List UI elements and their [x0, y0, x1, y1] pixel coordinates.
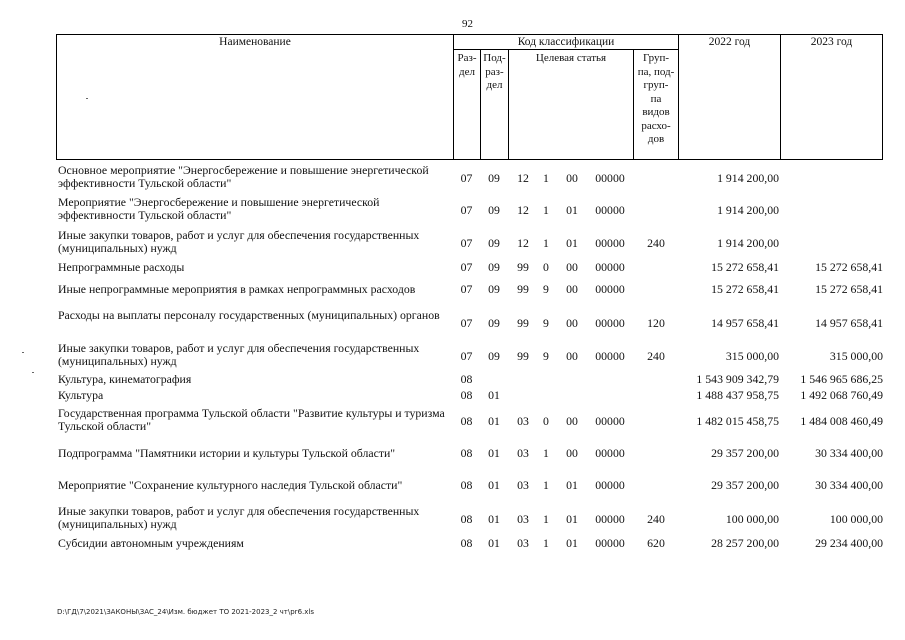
row-cs-cell: 00000: [595, 203, 625, 217]
row-cs-cell: 01: [566, 536, 578, 550]
header-year-2023: 2023 год: [810, 36, 853, 48]
scan-speck: [32, 372, 34, 373]
row-name: Культура, кинематография: [58, 372, 192, 386]
row-name: Иные закупки товаров, работ и услуг для обеспечения государственных (муниципальных) нужд: [58, 504, 420, 531]
row-name: Подпрограмма "Памятники истории и культуры Тульской области": [58, 446, 396, 460]
row-y-cell: 315 000,00: [829, 349, 883, 363]
row-cs-cell: 99: [517, 349, 529, 363]
header-group: Груп- па, под- груп- па видов расхо- дов: [637, 52, 675, 145]
row-pr-cell: 09: [488, 203, 500, 217]
row-cs-cell: 00000: [595, 478, 625, 492]
header-subsection: Под- раз- дел: [483, 52, 506, 91]
row-rz-cell: 08: [460, 372, 473, 386]
row-y-cell: 1 492 068 760,49: [800, 388, 883, 402]
row-name: Основное мероприятие "Энергосбережение и повышение энергетической эффективности Тульской области": [58, 163, 429, 190]
row-cs-cell: 1: [543, 236, 549, 250]
row-cs-cell: 12: [517, 203, 529, 217]
row-y-cell: 15 272 658,41: [815, 282, 883, 296]
row-vr-cell: 240: [647, 236, 665, 250]
row-cs-cell: 12: [517, 171, 529, 185]
row-y-cell: 100 000,00: [725, 512, 779, 526]
row-cs-cell: 03: [517, 536, 529, 550]
row-rz-cell: 07: [460, 203, 473, 217]
row-rz-cell: 08: [460, 414, 473, 428]
row-vr-cell: 240: [647, 512, 665, 526]
row-pr-cell: 09: [488, 349, 500, 363]
row-cs-cell: 03: [517, 478, 529, 492]
row-pr-cell: 01: [488, 446, 500, 460]
row-cs-cell: 03: [517, 512, 529, 526]
row-cs-cell: 00000: [595, 536, 625, 550]
row-cs-cell: 1: [543, 512, 549, 526]
row-cs-cell: 00: [566, 446, 578, 460]
row-cs-cell: 1: [543, 171, 549, 185]
row-y-cell: 1 914 200,00: [717, 203, 779, 217]
row-y-cell: 100 000,00: [829, 512, 883, 526]
row-cs-cell: 01: [566, 236, 578, 250]
row-name: Мероприятие "Энергосбережение и повышение энергетической эффективности Тульской области": [58, 195, 380, 222]
row-rz-cell: 07: [460, 282, 473, 296]
header-target: Целевая статья: [535, 52, 607, 64]
row-y-cell: 1 484 008 460,49: [800, 414, 883, 428]
row-rz-cell: 07: [460, 236, 473, 250]
row-y-cell: 1 543 909 342,79: [696, 372, 779, 386]
row-rz-cell: 07: [460, 349, 473, 363]
row-rz-cell: 07: [460, 260, 473, 274]
row-cs-cell: 00000: [595, 236, 625, 250]
row-name: Государственная программа Тульской области "Развитие культуры и туризма Тульской области": [58, 406, 445, 433]
row-cs-cell: 00000: [595, 316, 625, 330]
row-cs-cell: 00: [566, 349, 578, 363]
row-y-cell: 15 272 658,41: [815, 260, 883, 274]
row-y-cell: 14 957 658,41: [815, 316, 883, 330]
row-y-cell: 15 272 658,41: [711, 282, 779, 296]
row-cs-cell: 12: [517, 236, 529, 250]
header-section: Раз- дел: [457, 52, 477, 78]
row-y-cell: 29 234 400,00: [815, 536, 883, 550]
row-name: Субсидии автономным учреждениям: [58, 536, 244, 550]
row-vr-cell: 240: [647, 349, 665, 363]
row-name: Расходы на выплаты персоналу государственных (муниципальных) органов: [58, 308, 440, 322]
row-rz-cell: 07: [460, 171, 473, 185]
row-cs-cell: 00000: [595, 282, 625, 296]
row-cs-cell: 9: [543, 349, 549, 363]
row-cs-cell: 00000: [595, 414, 625, 428]
row-name: Культура: [58, 388, 104, 402]
row-y-cell: 28 257 200,00: [711, 536, 779, 550]
row-name: Непрограммные расходы: [58, 260, 185, 274]
row-cs-cell: 0: [543, 260, 549, 274]
row-pr-cell: 01: [488, 512, 500, 526]
row-cs-cell: 99: [517, 316, 529, 330]
row-vr-cell: 620: [647, 536, 665, 550]
row-y-cell: 29 357 200,00: [711, 478, 779, 492]
scan-speck: [86, 98, 88, 99]
row-cs-cell: 00: [566, 316, 578, 330]
header-name: Наименование: [219, 36, 291, 48]
row-cs-cell: 1: [543, 203, 549, 217]
row-pr-cell: 09: [488, 260, 500, 274]
row-cs-cell: 99: [517, 260, 529, 274]
row-cs-cell: 0: [543, 414, 549, 428]
row-rz-cell: 08: [460, 388, 473, 402]
row-cs-cell: 9: [543, 282, 549, 296]
row-cs-cell: 01: [566, 478, 578, 492]
row-cs-cell: 00000: [595, 446, 625, 460]
row-rz-cell: 08: [460, 478, 473, 492]
scan-speck: [22, 352, 24, 353]
row-rz-cell: 08: [460, 512, 473, 526]
row-y-cell: 1 482 015 458,75: [696, 414, 779, 428]
row-name: Иные закупки товаров, работ и услуг для обеспечения государственных (муниципальных) нужд: [58, 228, 420, 255]
row-cs-cell: 01: [566, 512, 578, 526]
row-y-cell: 1 488 437 958,75: [696, 388, 779, 402]
row-cs-cell: 03: [517, 446, 529, 460]
row-pr-cell: 01: [488, 536, 500, 550]
row-cs-cell: 00: [566, 414, 578, 428]
row-y-cell: 15 272 658,41: [711, 260, 779, 274]
row-pr-cell: 01: [488, 414, 500, 428]
row-cs-cell: 00: [566, 171, 578, 185]
row-cs-cell: 00000: [595, 171, 625, 185]
row-cs-cell: 00: [566, 260, 578, 274]
row-cs-cell: 00: [566, 282, 578, 296]
row-cs-cell: 00000: [595, 349, 625, 363]
row-name: Мероприятие "Сохранение культурного наследия Тульской области": [58, 478, 403, 492]
page-number: 92: [462, 18, 473, 30]
row-y-cell: 1 546 965 686,25: [800, 372, 883, 386]
row-pr-cell: 09: [488, 236, 500, 250]
header-year-2022: 2022 год: [708, 36, 751, 48]
row-y-cell: 1 914 200,00: [717, 236, 779, 250]
row-y-cell: 30 334 400,00: [815, 446, 883, 460]
row-pr-cell: 09: [488, 316, 500, 330]
row-pr-cell: 09: [488, 282, 500, 296]
row-cs-cell: 1: [543, 446, 549, 460]
row-y-cell: 14 957 658,41: [711, 316, 779, 330]
footer-file-path: D:\ГД\7\2021\ЗАКОНЫ\ЗАС_24\Изм. бюджет ТО 2021-2023_2 чт\pr6.xls: [57, 608, 314, 616]
row-y-cell: 1 914 200,00: [717, 171, 779, 185]
row-rz-cell: 07: [460, 316, 473, 330]
row-cs-cell: 00000: [595, 260, 625, 274]
row-cs-cell: 1: [543, 478, 549, 492]
header-code: Код классификации: [517, 36, 615, 48]
row-vr-cell: 120: [647, 316, 665, 330]
row-y-cell: 29 357 200,00: [711, 446, 779, 460]
row-cs-cell: 9: [543, 316, 549, 330]
row-cs-cell: 99: [517, 282, 529, 296]
row-y-cell: 30 334 400,00: [815, 478, 883, 492]
row-name: Иные непрограммные мероприятия в рамках непрограммных расходов: [58, 282, 416, 296]
row-rz-cell: 08: [460, 446, 473, 460]
row-pr-cell: 01: [488, 478, 500, 492]
row-pr-cell: 09: [488, 171, 500, 185]
row-cs-cell: 03: [517, 414, 529, 428]
row-cs-cell: 1: [543, 536, 549, 550]
row-rz-cell: 08: [460, 536, 473, 550]
row-cs-cell: 00000: [595, 512, 625, 526]
row-pr-cell: 01: [488, 388, 500, 402]
row-cs-cell: 01: [566, 203, 578, 217]
row-name: Иные закупки товаров, работ и услуг для обеспечения государственных (муниципальных) нужд: [58, 341, 420, 368]
row-y-cell: 315 000,00: [725, 349, 779, 363]
